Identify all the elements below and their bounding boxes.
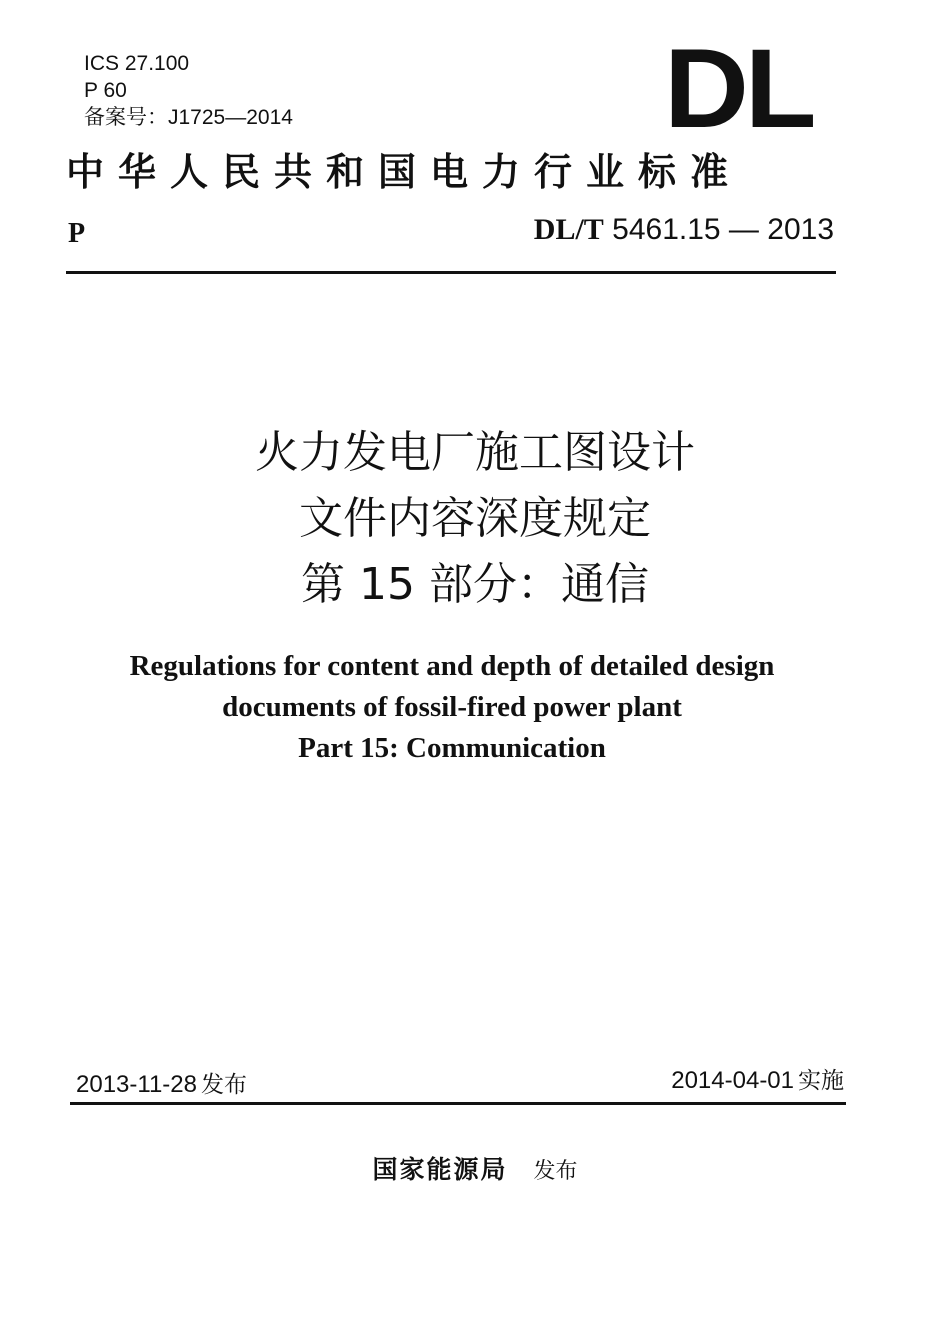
class-letter: P xyxy=(68,218,86,249)
english-title-line-1: Regulations for content and depth of detailed design xyxy=(129,650,775,682)
issue-date xyxy=(76,1068,247,1102)
issuer-name: 国家能源局 xyxy=(372,1155,508,1184)
implement-date xyxy=(671,1064,844,1098)
top-divider xyxy=(66,271,836,274)
implement-date-value: 2014-04-01 xyxy=(671,1067,794,1094)
english-title-line-3: Part 15: Communication xyxy=(298,732,606,764)
standard-category: 中华人民共和国电力行业标准 xyxy=(66,149,743,194)
standard-code xyxy=(534,210,834,250)
record-number: 备案号：J1725—2014 xyxy=(84,106,293,129)
english-title-line-2: documents of fossil-fired power plant xyxy=(222,691,682,723)
implement-date-label: 实施 xyxy=(798,1068,844,1094)
bottom-divider xyxy=(70,1102,846,1105)
issuer-action: 发布 xyxy=(533,1159,578,1184)
chinese-title-line-2: 文件内容深度规定 xyxy=(299,493,651,544)
issue-date-value: 2013-11-28 xyxy=(76,1071,197,1098)
classification-codes xyxy=(84,50,293,131)
dl-logo: DL xyxy=(664,26,813,151)
chinese-title xyxy=(0,420,950,618)
ccs-code: P 60 xyxy=(84,79,127,102)
english-title xyxy=(0,646,904,769)
issue-date-label: 发布 xyxy=(200,1072,247,1098)
chinese-title-line-3: 第 15 部分：通信 xyxy=(301,559,649,610)
ics-code: ICS 27.100 xyxy=(84,52,190,75)
standard-code-prefix: DL/T xyxy=(533,213,604,246)
chinese-title-line-1: 火力发电厂施工图设计 xyxy=(255,427,695,478)
issuer xyxy=(0,1150,950,1186)
standard-code-number: 5461.15 — 2013 xyxy=(603,213,834,246)
